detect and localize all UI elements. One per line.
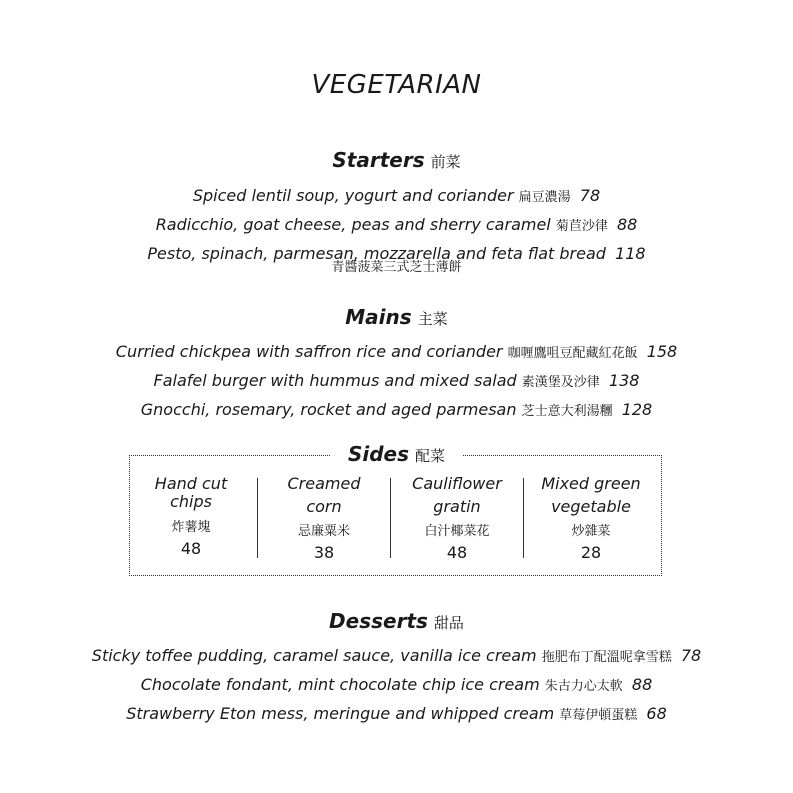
menu-item: [0, 211, 793, 240]
side-name-zh: 忌廉粟米: [297, 524, 350, 539]
side-name-line1: Hand cut: [154, 474, 228, 493]
side-divider: [390, 478, 391, 558]
side-name-line2: gratin: [433, 497, 481, 516]
item-name: Pesto, spinach, parmesan, mozzarella and feta flat bread: [147, 244, 606, 263]
mains-heading: [0, 305, 793, 329]
side-name-zh: 炒雜菜: [571, 524, 611, 539]
menu-item: [0, 338, 793, 367]
item-name-zh: 素漢堡及沙律: [521, 375, 600, 390]
item-name: Spiced lentil soup, yogurt and coriander: [192, 186, 514, 205]
item-name-zh: 青醬菠菜三式芝士薄餅: [331, 260, 462, 275]
sides-heading-en: Sides: [347, 442, 410, 466]
desserts-heading-en: Desserts: [329, 609, 428, 633]
item-name-zh: 草莓伊頓蛋糕: [559, 708, 638, 723]
menu-item: [0, 182, 793, 211]
menu-item: [0, 367, 793, 396]
item-name-zh: 拖肥布丁配溫呢拿雪糕: [541, 650, 672, 665]
item-price: 68: [646, 704, 667, 723]
item-price: 88: [631, 675, 653, 694]
side-item: [397, 474, 517, 562]
item-price: 78: [680, 646, 702, 665]
side-name-zh: 炸薯塊: [171, 520, 211, 535]
menu-item: [0, 700, 793, 729]
mains-heading-zh: 主菜: [417, 310, 448, 328]
side-price: 28: [580, 543, 602, 562]
item-name: Falafel burger with hummus and mixed salad: [153, 371, 517, 390]
starters-heading-en: Starters: [332, 148, 425, 172]
side-name-line1: Creamed: [287, 474, 361, 493]
item-name: Gnocchi, rosemary, rocket and aged parmesan: [140, 400, 517, 419]
item-name: Sticky toffee pudding, caramel sauce, vanilla ice cream: [91, 646, 537, 665]
side-divider: [257, 478, 258, 558]
side-item: [264, 474, 384, 562]
side-name-line1: Cauliflower: [412, 474, 502, 493]
side-name-line2: chips: [170, 492, 212, 511]
mains-heading-en: Mains: [345, 305, 412, 329]
starters-list: [0, 182, 793, 275]
item-price: 138: [608, 371, 640, 390]
desserts-heading-zh: 甜品: [433, 614, 464, 632]
desserts-heading: [0, 609, 793, 633]
desserts-list: [0, 642, 793, 729]
item-price: 78: [579, 186, 601, 205]
item-name: Chocolate fondant, mint chocolate chip ice cream: [140, 675, 540, 694]
item-price: 128: [621, 400, 653, 419]
starters-heading: [0, 148, 793, 172]
side-divider: [523, 478, 524, 558]
item-price: 158: [646, 342, 678, 361]
item-name-zh: 芝士意大利湯糰: [521, 404, 613, 419]
menu-item: [0, 642, 793, 671]
side-price: 48: [446, 543, 468, 562]
sides-heading-zh: 配菜: [415, 447, 446, 465]
side-price: 48: [180, 539, 202, 558]
starters-heading-zh: 前菜: [430, 153, 461, 171]
sides-heading: [0, 442, 793, 466]
item-name: Radicchio, goat cheese, peas and sherry caramel: [155, 215, 551, 234]
side-name-line2: vegetable: [551, 497, 631, 516]
item-name: Strawberry Eton mess, meringue and whipped cream: [126, 704, 555, 723]
item-name-zh: 咖喱鷹咀豆配藏紅花飯: [507, 346, 638, 361]
menu-item: [0, 671, 793, 700]
item-price: 88: [616, 215, 638, 234]
item-name-zh: 菊苣沙律: [555, 219, 608, 234]
item-name: Curried chickpea with saffron rice and coriander: [115, 342, 503, 361]
item-name-zh: 朱古力心太軟: [544, 679, 623, 694]
menu-title: VEGETARIAN: [311, 70, 482, 100]
side-name-line1: Mixed green: [541, 474, 641, 493]
item-price: 118: [615, 244, 646, 263]
item-name-zh: 扁豆濃湯: [518, 190, 571, 205]
side-price: 38: [313, 543, 335, 562]
menu-item: [0, 396, 793, 425]
side-name-zh: 白汁椰菜花: [424, 524, 490, 539]
side-item: [531, 474, 651, 562]
mains-list: [0, 338, 793, 425]
side-item: [131, 474, 251, 558]
side-name-line2: corn: [306, 497, 342, 516]
